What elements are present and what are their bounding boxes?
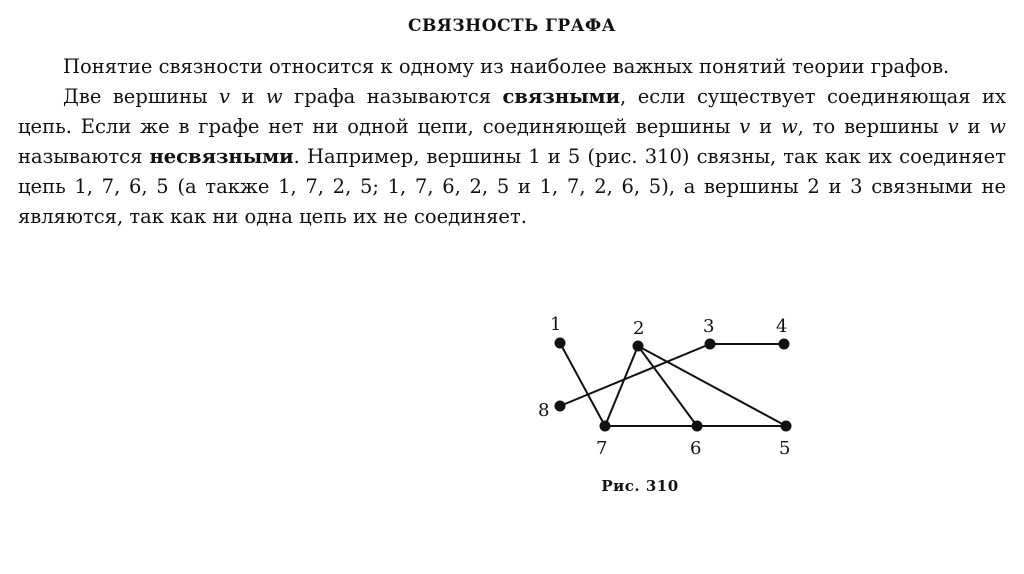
body-text — [18, 52, 1006, 232]
edge-2-5 — [638, 346, 786, 426]
vertex-label-8: 8 — [538, 400, 550, 421]
vertex-6 — [692, 421, 703, 432]
text-run: и — [750, 115, 781, 138]
vertex-3 — [705, 339, 716, 350]
vertex-8 — [555, 401, 566, 412]
text-run: . Например, вершины 1 и 5 (рис. 310) связны, так как их соединяет цепь 1, 7, 6, 5 (а также 1, 7, 2, 5; 1, 7, 6, 2, 5 и 1, 7, 2, 6, 5), а вершины 2 и 3 связными не являются, так как ни одна цепь их не соединяет. — [18, 145, 1006, 228]
vertex-2 — [633, 341, 644, 352]
vertex-7 — [600, 421, 611, 432]
paragraph-intro: Понятие связности относится к одному из наиболее важных понятий теории графов. — [63, 55, 950, 78]
paragraph-definition — [18, 82, 1006, 232]
variable-v: v — [218, 85, 230, 108]
variable-w: w — [989, 115, 1006, 138]
vertex-label-5: 5 — [779, 438, 791, 459]
text-run: и — [229, 85, 266, 108]
vertex-label-3: 3 — [703, 316, 715, 337]
edge-1-7 — [560, 343, 605, 426]
text-run: , то вершины — [797, 115, 948, 138]
vertex-label-4: 4 — [776, 316, 788, 337]
variable-v: v — [947, 115, 959, 138]
vertex-5 — [781, 421, 792, 432]
page-title: СВЯЗНОСТЬ ГРАФА — [408, 16, 616, 36]
vertex-label-1: 1 — [550, 314, 562, 335]
graph-figure — [528, 308, 818, 472]
text-run: графа называются — [282, 85, 503, 108]
figure-caption: Рис. 310 — [601, 477, 679, 495]
vertex-label-7: 7 — [596, 438, 608, 459]
vertex-1 — [555, 338, 566, 349]
variable-w: w — [780, 115, 798, 138]
edge-2-6 — [638, 346, 697, 426]
term-disconnected: несвязными — [149, 145, 294, 168]
graph-diagram — [528, 308, 818, 468]
term-connected: связными — [502, 85, 621, 108]
vertex-4 — [779, 339, 790, 350]
text-run: Две вершины — [63, 85, 219, 108]
text-run: называются — [18, 145, 150, 168]
vertex-label-6: 6 — [690, 438, 702, 459]
variable-v: v — [739, 115, 751, 138]
text-run: и — [958, 115, 990, 138]
variable-w: w — [265, 85, 283, 108]
text-run: , если существует соединяющая их цепь. Если же в графе нет ни одной цепи, соединяющей вершины — [18, 85, 1006, 138]
vertex-label-2: 2 — [633, 318, 645, 339]
